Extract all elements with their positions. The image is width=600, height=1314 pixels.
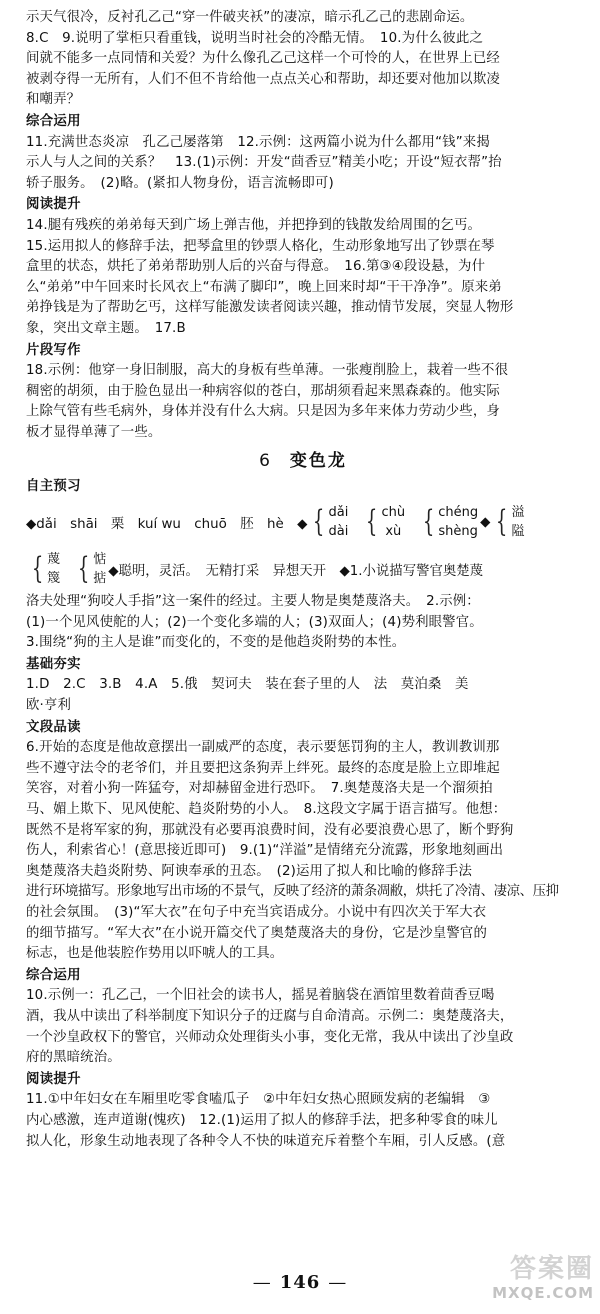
text-line: 洛夫处理“狗咬人手指”这一案件的经过。主要人物是奥楚蔑洛夫。 2.示例： (26, 594, 480, 610)
text-line: 么“弟弟”中午回来时长风衣上“布满了脚印”，晚上回来时却“干干净净”。原来弟 (26, 279, 502, 295)
footer-dash: — (328, 1272, 348, 1293)
text-line: 弟挣钱是为了帮助乞丐，这样写能激发读者阅读兴趣，推动情节发展，突显人物形 (26, 300, 514, 316)
chapter-number: 6 (259, 451, 272, 472)
character-answers (26, 546, 580, 592)
brace-icon: { (422, 504, 435, 540)
chapter-name: 变色龙 (289, 451, 347, 472)
text-line: 进行环境描写。形象地写出市场的不景气，反映了经济的萧条凋敝，烘托了冷清、凄凉、压抑 (26, 884, 559, 900)
text-line: 稠密的胡须，由于脸色显出一种病容似的苍白，那胡须看起来黑森森的。他实际 (26, 383, 500, 399)
text-line: 伤人，利索省心！(意思接近即可) 9.(1)“洋溢”是情绪充分流露，形象地刻画出 (26, 843, 504, 859)
text-line: 内心感激，连声道谢(愧疚) 12.(1)运用了拟人的修辞手法，把多种零食的味儿 (26, 1112, 498, 1128)
pinyin-top: chù (381, 505, 406, 521)
chars-rest: ◆聪明，灵活。 无精打采 异想天开 ◆1.小说描写警官奥楚蔑 (108, 563, 484, 579)
watermark-title: 答案圈 (509, 1254, 594, 1284)
watermark-url: MXQE.COM (492, 1284, 594, 1302)
pinyin-bottom: shèng (438, 524, 478, 540)
text-line: 8.C 9.说明了掌柜只看重钱，说明当时社会的冷酷无情。 10.为什么彼此之 (26, 30, 483, 46)
diamond-icon: ◆ (480, 514, 491, 530)
text-line: 18.示例：他穿一身旧制服，高大的身板有些单薄。一张瘦削脸上，栽着一些不很 (26, 363, 509, 379)
text-line: 象，突出文章主题。 17.B (26, 320, 186, 336)
section-heading: 综合运用 (26, 967, 81, 983)
text-line: 示天气很冷，反衬孔乙己“穿一件破夹袄”的凄凉，暗示孔乙己的悲剧命运。 (26, 10, 474, 25)
pinyin-answers (26, 498, 580, 546)
text-line: 板才显得单薄了一些。 (26, 424, 162, 440)
char-pair (28, 550, 60, 588)
watermark-logo (476, 1254, 594, 1312)
text-line: 示人与人之间的关系？ 13.(1)示例：开发“茴香豆”精美小吃；开设“短衣帮”抬 (26, 155, 502, 171)
brace-icon: { (31, 551, 44, 587)
text-line: 的细节描写。“军大衣”在小说开篇交代了奥楚蔑洛夫的身份，它是沙皇警官的 (26, 925, 488, 941)
text-line: 间就不能多一点同情和关爱？为什么像孔乙己这样一个可怜的人，在世界上已经 (26, 51, 500, 67)
text-line: 14.腿有残疾的弟弟每天到广场上弹吉他，并把挣到的钱散发给周围的乞丐。 (26, 217, 482, 233)
brace-icon: { (496, 504, 508, 540)
text-line: 府的黑暗统治。 (26, 1050, 121, 1066)
text-line: 11.充满世态炎凉 孔乙己屡落第 12.示例：这两篇小说为什么都用“钱”来揭 (26, 134, 490, 150)
char-pair (74, 550, 106, 588)
pinyin-list: ◆dǎi shāi 栗 kuí wu chuō 胚 hè ◆ (26, 516, 308, 532)
text-line: 笑容，对着小狗一阵猛夸，对却赫留金进行恐吓。 7.奥楚蔑洛夫是一个溜须拍 (26, 781, 493, 797)
text-line: 奥楚蔑洛夫趋炎附势、阿谀奉承的丑态。 (2)运用了拟人和比喻的修辞手法 (26, 863, 473, 879)
char-bottom: 篾 (47, 571, 61, 587)
text-line: 的社会氛围。 (3)“军大衣”在句子中充当宾语成分。小说中有四次关于军大衣 (26, 904, 487, 920)
text-line: 被剥夺得一无所有，人们不但不肯给他一点点关心和帮助，却还要对他加以欺凌 (26, 71, 500, 87)
text-line: 轿子服务。 (2)略。(紧扣人物身份，语言流畅即可) (26, 175, 334, 191)
pinyin-pair (419, 503, 478, 541)
pinyin-pair (362, 503, 405, 541)
brace-icon: { (366, 504, 378, 540)
pinyin-pair (309, 503, 348, 541)
text-line: 欧·亨利 (26, 698, 72, 714)
text-line: 既然不是将军家的狗，那就没有必要再浪费时间，没有必要浪费心思了，断个野狗 (26, 822, 514, 838)
text-line: 11.①中年妇女在车厢里吃零食嗑瓜子 ②中年妇女热心照顾发病的老编辑 ③ (26, 1092, 491, 1108)
text-line: 3.围绕“狗的主人是谁”而变化的，不变的是他趋炎附势的本性。 (26, 635, 406, 651)
section-heading: 阅读提升 (26, 1071, 81, 1087)
brace-icon: { (77, 551, 90, 587)
footer-dash: — (252, 1272, 272, 1293)
text-line: 15.运用拟人的修辞手法，把琴盒里的钞票人格化，生动形象地写出了钞票在琴 (26, 238, 495, 254)
text-line: 1.D 2.C 3.B 4.A 5.俄 契诃夫 装在套子里的人 法 莫泊桑 美 (26, 677, 469, 693)
section-heading: 文段品读 (26, 719, 81, 735)
char-top: 蔑 (47, 552, 61, 568)
text-line: 10.示例一：孔乙己，一个旧社会的读书人，摇晃着脑袋在酒馆里数着茴香豆喝 (26, 988, 495, 1004)
chapter-title (26, 447, 580, 475)
char-pair (492, 503, 524, 541)
pinyin-bottom: dài (328, 524, 349, 540)
pinyin-bottom: xù (385, 524, 402, 540)
text-line: 酒，我从中读出了科举制度下知识分子的迂腐与自命清高。示例二：奥楚蔑洛夫， (26, 1008, 514, 1024)
text-line: (1)一个见风使舵的人；(2)一个变化多端的人；(3)双面人；(4)势利眼警官。 (26, 614, 483, 630)
section-heading: 阅读提升 (26, 197, 81, 213)
section-heading: 基础夯实 (26, 656, 81, 672)
char-bottom: 隘 (511, 524, 525, 540)
text-line: 上除气管有些毛病外，身体并没有什么大病。只是因为多年来体力劳动少些，身 (26, 404, 500, 420)
text-line: 标志，也是他装腔作势用以吓唬人的工具。 (26, 946, 284, 962)
text-line: 马、媚上欺下、见风使舵、趋炎附势的小人。 8.这段文字属于语言描写。他想： (26, 802, 507, 817)
char-bottom: 掂 (93, 571, 107, 587)
char-top: 溢 (511, 505, 525, 521)
char-top: 惦 (93, 552, 107, 568)
section-heading: 综合运用 (26, 113, 81, 129)
section-heading: 自主预习 (26, 479, 81, 495)
text-line: 和嘲弄？ (26, 92, 81, 108)
text-line: 6.开始的态度是他故意摆出一副威严的态度，表示要惩罚狗的主人，教训教训那 (26, 740, 500, 756)
section-heading: 片段写作 (26, 342, 81, 358)
text-line: 一个沙皇政权下的警官，兴师动众处理街头小事，变化无常，我从中读出了沙皇政 (26, 1029, 514, 1045)
text-line: 拟人化，形象生动地表现了各种令人不快的味道充斥着整个车厢，引人反感。(意 (26, 1133, 506, 1149)
brace-icon: { (313, 504, 325, 540)
text-line: 些不遵守法令的老爷们，并且要把这条狗弄上绊死。最终的态度是脸上立即堆起 (26, 760, 500, 776)
text-line: 盒里的状态，烘托了弟弟帮助别人后的兴奋与得意。 16.第③④段设悬，为什 (26, 259, 486, 275)
page-number: 146 (279, 1272, 321, 1293)
pinyin-top: dǎi (328, 505, 349, 521)
pinyin-top: chéng (438, 505, 479, 521)
